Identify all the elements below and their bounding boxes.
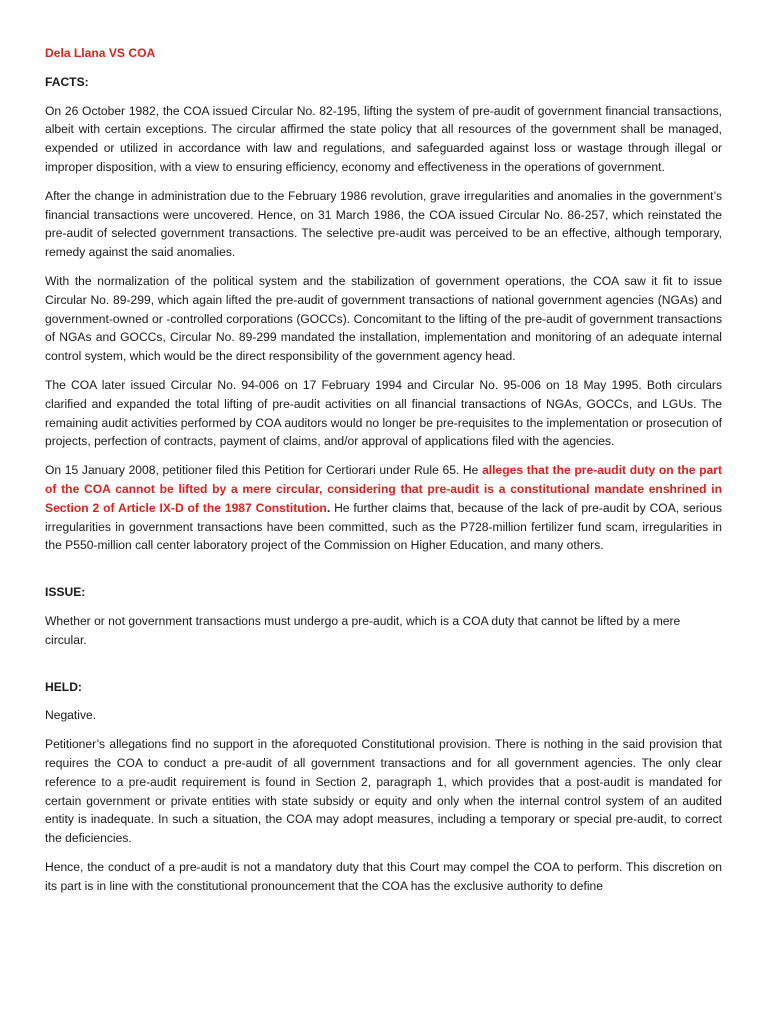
held-answer: Negative. <box>45 708 97 723</box>
facts-paragraph-2: After the change in administration due to the February 1986 revolution, grave irregularities and anomalies in the government’s financial transactions were uncovered. Hence, on 31 March 1986, the COA issued Circular No. 86-257, which reinstated the pre-audit of selected government transactions. The selective pre-audit was perceived to be an effective, although temporary, remedy against the said anomalies. <box>45 188 722 260</box>
petition-highlight-end: . <box>326 500 331 515</box>
case-title: Dela Llana VS COA <box>45 46 156 60</box>
held-heading: HELD: <box>45 679 82 694</box>
petition-intro: On 15 January 2008, petitioner filed this Petition for Certiorari under Rule 65. He <box>45 463 483 478</box>
petition-paragraph <box>45 461 722 555</box>
section-spacer <box>45 660 722 678</box>
issue-text: Whether or not government transactions must undergo a pre-audit, which is a COA duty that cannot be lifted by a mere circular. <box>45 613 681 647</box>
petition-rest: He further claims that, because of the lack of pre-audit by COA, serious irregularities in government transactions have been committed, such as the P728-million fertilizer fund scam, irregularities in the P550-million call center laboratory project of the Commission on Higher Education, and many others. <box>45 500 722 553</box>
held-paragraph-1: Petitioner’s allegations find no support in the aforequoted Constitutional provision. There is nothing in the said provision that requires the COA to conduct a pre-audit of all government transactions and for all government agencies. The only clear reference to a pre-audit requirement is found in Section 2, paragraph 1, which provides that a post-audit is mandated for certain government or private entities with state subsidy or equity and only when the internal control system of an audited entity is inadequate. In such a situation, the COA may adopt measures, including a temporary or special pre-audit, to correct the deficiencies. <box>45 737 722 846</box>
petition-highlight: alleges that the pre-audit duty on the part of the COA cannot be lifted by a mere circular, considering that pre-audit is a constitutional mandate enshrined in Section 2 of Article IX-D of the 1987 Constitution <box>45 463 722 515</box>
facts-paragraph-4: The COA later issued Circular No. 94-006 on 17 February 1994 and Circular No. 95-006 on 18 May 1995. Both circulars clarified and expanded the total lifting of pre-audit activities on all financial transactions of NGAs, GOCCs, and LGUs. The remaining audit activities performed by COA auditors would no longer be pre-requisites to the implementation or prosecution of projects, perfection of contracts, payment of claims, and/or approval of applications filed with the agencies. <box>45 377 722 449</box>
issue-heading: ISSUE: <box>45 585 86 600</box>
document-page <box>45 44 722 905</box>
facts-heading: FACTS: <box>45 74 89 89</box>
section-spacer <box>45 565 722 583</box>
held-paragraph-2: Hence, the conduct of a pre-audit is not a mandatory duty that this Court may compel the COA to perform. This discretion on its part is in line with the constitutional pronouncement that the COA has the exclusive authority to define <box>45 859 722 893</box>
facts-paragraph-3: With the normalization of the political system and the stabilization of government operations, the COA saw it fit to issue Circular No. 89-299, which again lifted the pre-audit of government transactions of national government agencies (NGAs) and government-owned or -controlled corporations (GOCCs). Concomitant to the lifting of the pre-audit of government transactions of NGAs and GOCCs, Circular No. 89-299 mandated the installation, implementation and monitoring of an adequate internal control system, which would be the direct responsibility of the government agency head. <box>45 273 722 364</box>
facts-paragraph-1: On 26 October 1982, the COA issued Circular No. 82-195, lifting the system of pre-audit of government financial transactions, albeit with certain exceptions. The circular affirmed the state policy that all resources of the government shall be managed, expended or utilized in accordance with law and regulations, and safeguarded against loss or wastage through illegal or improper disposition, with a view to ensuring efficiency, economy and effectiveness in the operations of government. <box>45 103 722 174</box>
